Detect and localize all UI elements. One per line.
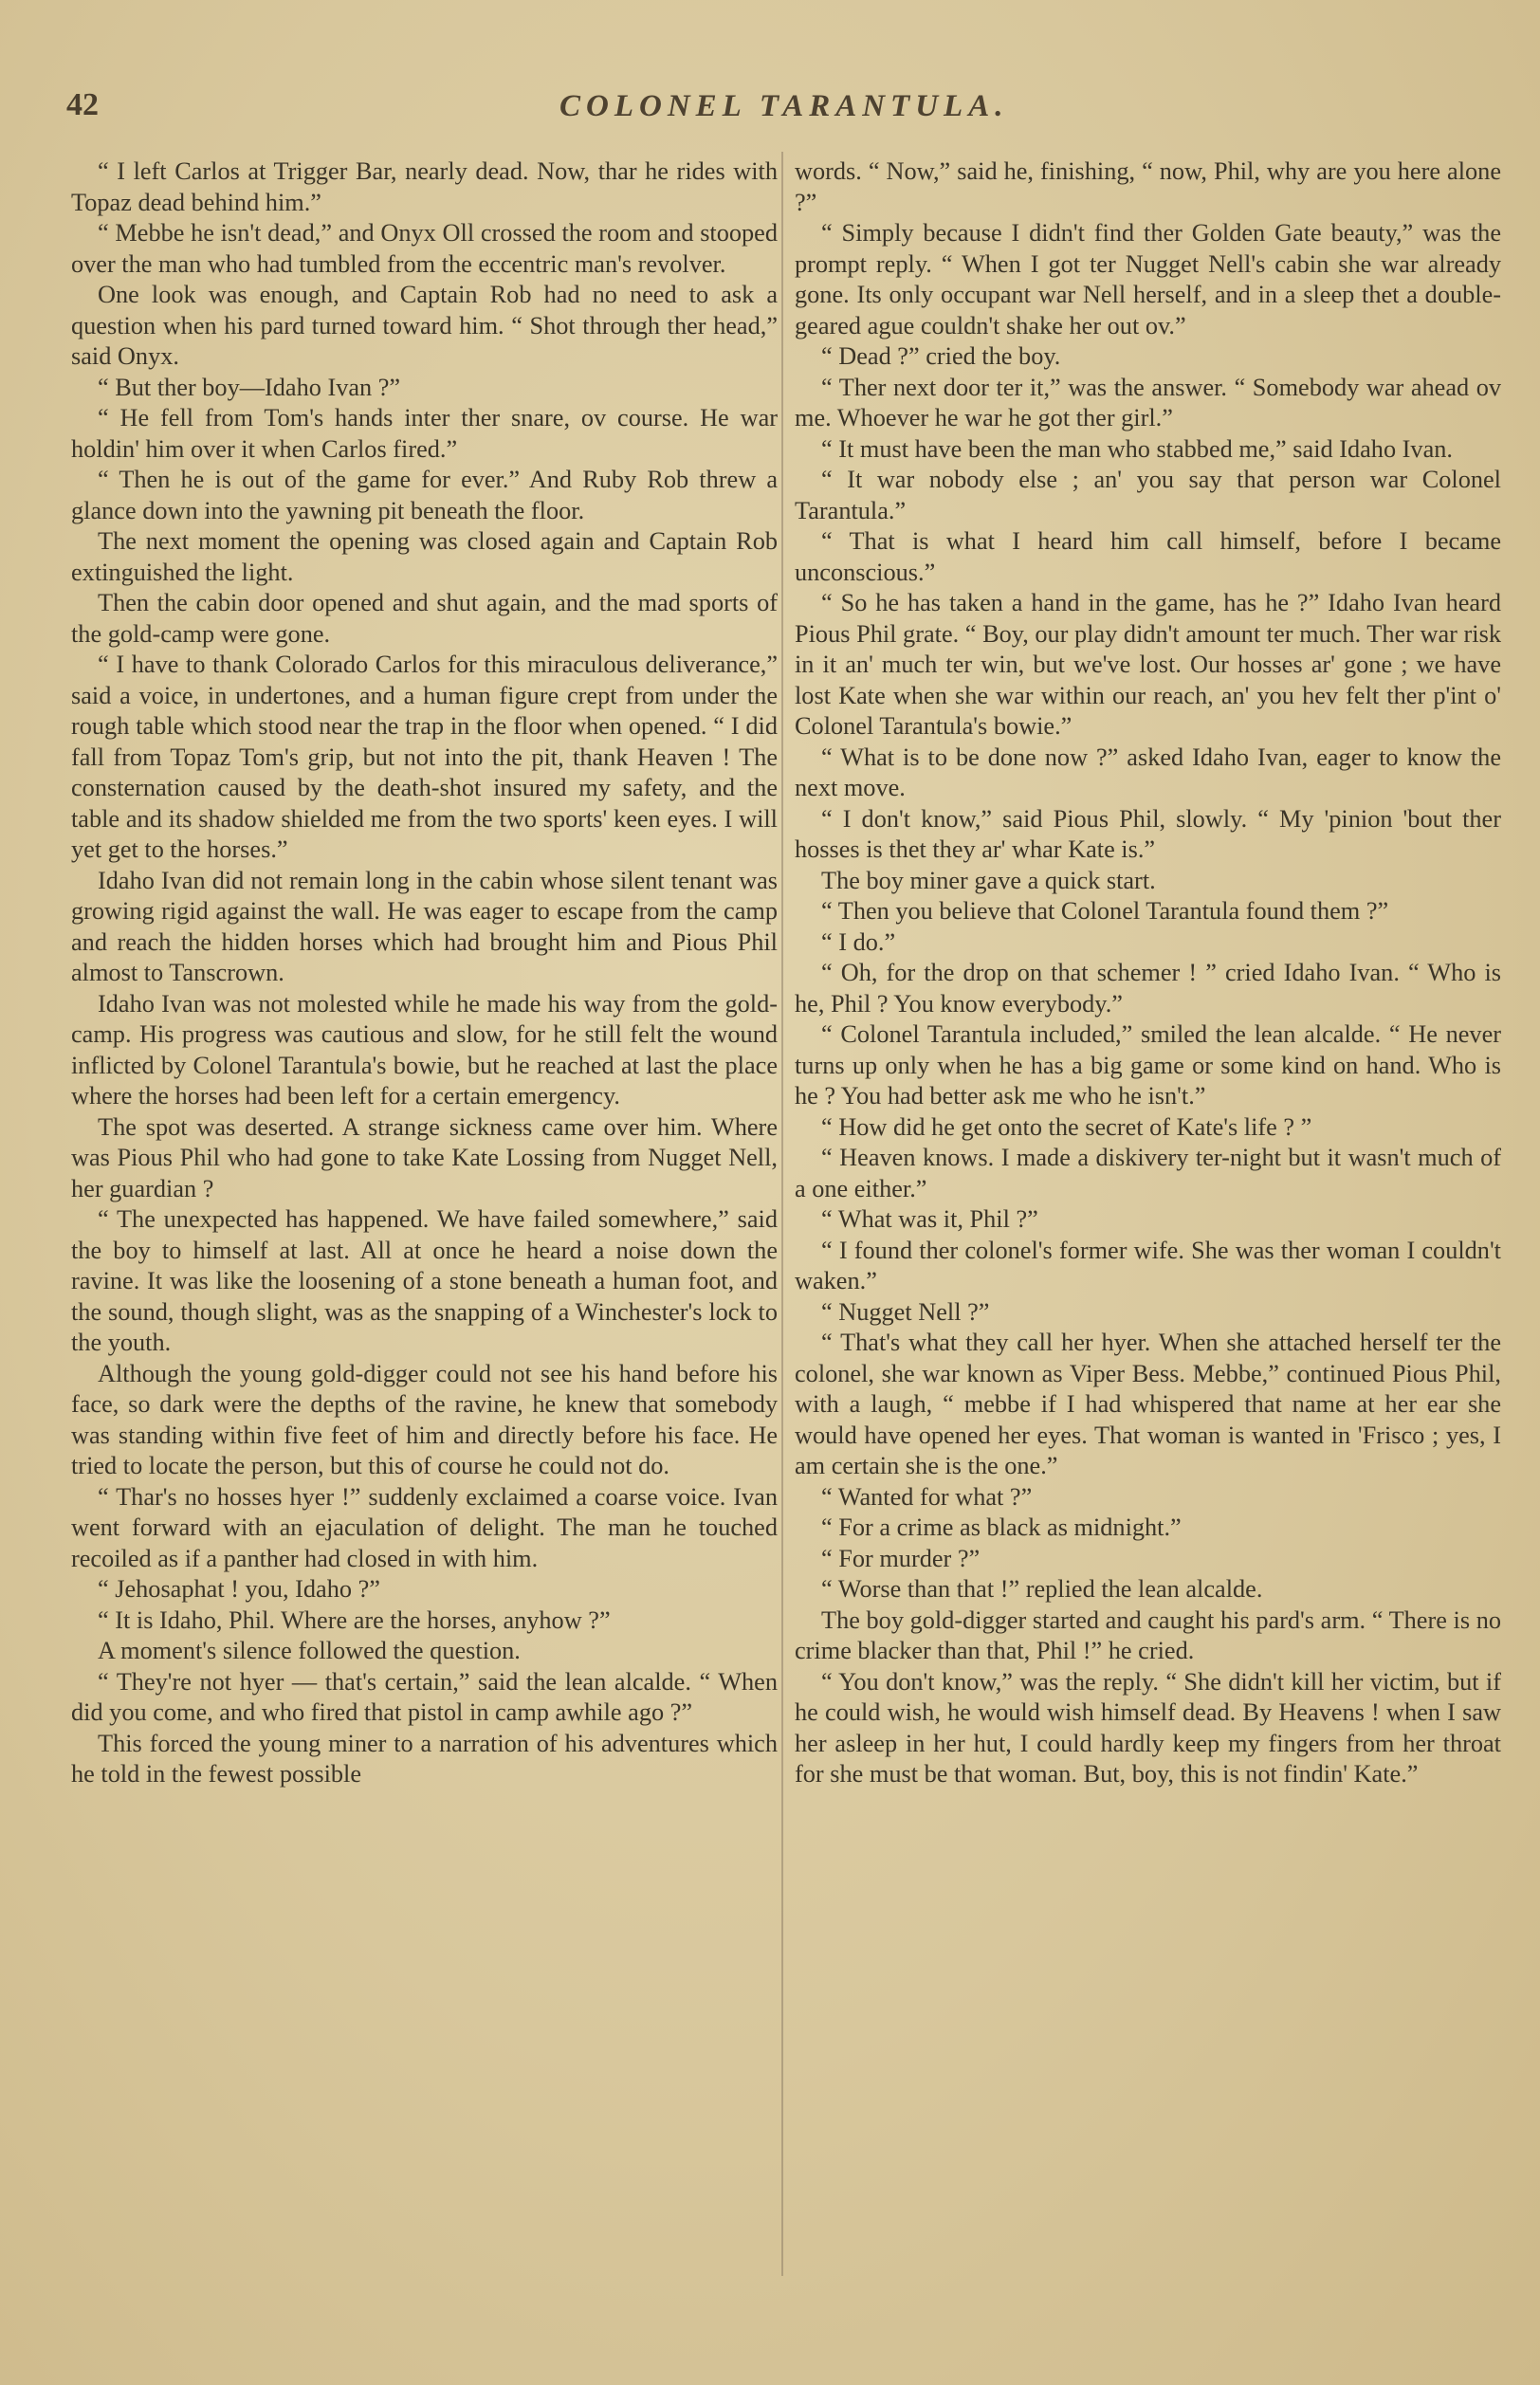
paragraph: “ I have to thank Colorado Carlos for this miraculous deliverance,” said a voice, in undertones, and a human figure crept from under the rough table which stood near the trap in the floor when opened. “ I did fall from Topaz Tom's grip, but not into the pit, thank Heaven ! The consternation caused by the death-shot insured my safety, and the table and its shadow shielded me from the two sports' keen eyes. I will yet get to the horses.” [71,651,778,863]
paragraph: The spot was deserted. A strange sickness came over him. Where was Pious Phil who had gone to take Kate Lossing from Nugget Nell, her guardian ? [71,1112,778,1202]
paragraph: “ I left Carlos at Trigger Bar, nearly dead. Now, thar he rides with Topaz dead behind him.” [71,157,778,216]
paragraph: “ You don't know,” was the reply. “ She didn't kill her victim, but if he could wish, he would wish himself dead. By Heavens ! when I saw her asleep in her hut, I could hardly keep my fingers from her throat for she must be that woman. But, boy, this is not findin' Kate.” [795,1667,1501,1788]
paragraph: “ Thar's no hosses hyer !” suddenly exclaimed a coarse voice. Ivan went forward with an ejaculation of delight. The man he touched recoiled as if a panther had closed in with him. [71,1482,778,1572]
page-number: 42 [66,87,99,122]
paragraph: “ Oh, for the drop on that schemer ! ” cried Idaho Ivan. “ Who is he, Phil ? You know everybody.” [795,959,1501,1018]
paragraph: “ Ther next door ter it,” was the answer. “ Somebody war ahead ov me. Whoever he war he got ther girl.” [795,373,1501,431]
paragraph: “ What is to be done now ?” asked Idaho Ivan, eager to know the next move. [795,743,1501,801]
paragraph: “ Heaven knows. I made a diskivery ter-night but it wasn't much of a one either.” [795,1144,1501,1202]
paragraph: “ They're not hyer — that's certain,” said the lean alcalde. “ When did you come, and who fired that pistol in camp awhile ago ?” [71,1667,778,1726]
paragraph: “ Nugget Nell ?” [821,1297,990,1326]
paragraph: “ Simply because I didn't find ther Golden Gate beauty,” was the prompt reply. “ When I got ter Nugget Nell's cabin she war already gone. Its only occupant war Nell herself, and in a sleep thet a double-geared ague couldn't shake her out ov.” [795,219,1501,339]
paragraph: One look was enough, and Captain Rob had no need to ask a question when his pard turned toward him. “ Shot through ther head,” said Onyx. [71,281,778,370]
running-title: COLONEL TARANTULA. [559,89,1009,123]
paragraph: “ I don't know,” said Pious Phil, slowly. “ My 'pinion 'bout ther hosses is thet they ar' whar Kate is.” [795,804,1501,863]
paragraph: “ Worse than that !” replied the lean alcalde. [821,1575,1263,1603]
left-column [71,156,778,2295]
paragraph: “ That's what they call her hyer. When she attached herself ter the colonel, she war known as Viper Bess. Mebbe,” continued Pious Phil, with a laugh, “ mebbe if I had whispered that name at her ear she would have opened her eyes. That woman is wanted in 'Frisco ; yes, I am certain she is the one.” [795,1329,1501,1479]
paragraph: “ Then you believe that Colonel Tarantula found them ?” [821,897,1389,925]
paragraph: This forced the young miner to a narration of his adventures which he told in the fewest possible [71,1729,778,1788]
paragraph: “ It must have been the man who stabbed me,” said Idaho Ivan. [821,434,1453,463]
paragraph: “ Mebbe he isn't dead,” and Onyx Oll crossed the room and stooped over the man who had tumbled from the eccentric man's revolver. [71,219,778,278]
paragraph: “ So he has taken a hand in the game, has he ?” Idaho Ivan heard Pious Phil grate. “ Boy, our play didn't amount ter much. Ther war risk in it an' much ter win, but we've lost. Our hosses ar' gone ; we have lost Kate when she war within our reach, an' you hev felt ther p'int o' Colonel Tarantula's bowie.” [795,589,1501,740]
paragraph: Then the cabin door opened and shut again, and the mad sports of the gold-camp were gone. [71,589,778,648]
paragraph: “ Dead ?” cried the boy. [821,342,1061,370]
paragraph: The boy miner gave a quick start. [821,866,1156,894]
column-divider [781,152,783,2276]
right-column [795,156,1501,2295]
paragraph: words. “ Now,” said he, finishing, “ now, Phil, why are you here alone ?” [795,157,1501,216]
paragraph: “ Wanted for what ?” [821,1482,1033,1511]
paragraph: “ Jehosaphat ! you, Idaho ?” [98,1575,380,1603]
paragraph: “ I found ther colonel's former wife. She was ther woman I couldn't waken.” [795,1236,1501,1294]
paragraph: The boy gold-digger started and caught his pard's arm. “ There is no crime blacker than that, Phil !” he cried. [795,1605,1501,1664]
paragraph: “ It war nobody else ; an' you say that person war Colonel Tarantula.” [795,466,1501,524]
paragraph: A moment's silence followed the question. [98,1637,521,1664]
paragraph: “ He fell from Tom's hands inter ther snare, ov course. He war holdin' him over it when Carlos fired.” [71,404,778,463]
paragraph: “ But ther boy—Idaho Ivan ?” [98,373,401,401]
paragraph: “ That is what I heard him call himself, before I became unconscious.” [795,527,1501,586]
paragraph: “ I do.” [821,927,896,956]
paragraph: “ How did he get onto the secret of Kate's life ? ” [821,1112,1312,1141]
paragraph: “ Colonel Tarantula included,” smiled the lean alcalde. “ He never turns up only when he has a big game or some kind on hand. Who is he ? You had better ask me who he isn't.” [795,1020,1501,1110]
paragraph: “ The unexpected has happened. We have failed somewhere,” said the boy to himself at last. All at once he heard a noise down the ravine. It was like the loosening of a stone beneath a human foot, and the sound, though slight, was as the snapping of a Winchester's lock to the youth. [71,1205,778,1356]
paragraph: Although the young gold-digger could not see his hand before his face, so dark were the depths of the ravine, he knew that somebody was standing within five feet of him and directly before his face. He tried to locate the person, but this of course he could not do. [71,1359,778,1479]
paragraph: “ For murder ?” [821,1544,981,1572]
paragraph: “ Then he is out of the game for ever.” And Ruby Rob threw a glance down into the yawning pit beneath the floor. [71,466,778,524]
paragraph: “ For a crime as black as midnight.” [821,1514,1182,1541]
paragraph: Idaho Ivan did not remain long in the cabin whose silent tenant was growing rigid against the wall. He was eager to escape from the camp and reach the hidden horses which had brought him and Pious Phil almost to Tanscrown. [71,866,778,986]
page-header [66,87,1470,135]
paragraph: Idaho Ivan was not molested while he made his way from the gold-camp. His progress was cautious and slow, for he still felt the wound inflicted by Colonel Tarantula's bowie, but he reached at last the place where the horses had been left for a certain emergency. [71,989,778,1110]
paragraph: “ It is Idaho, Phil. Where are the horses, anyhow ?” [98,1605,611,1634]
paragraph: “ What was it, Phil ?” [821,1205,1038,1233]
paragraph: The next moment the opening was closed again and Captain Rob extinguished the light. [71,527,778,586]
